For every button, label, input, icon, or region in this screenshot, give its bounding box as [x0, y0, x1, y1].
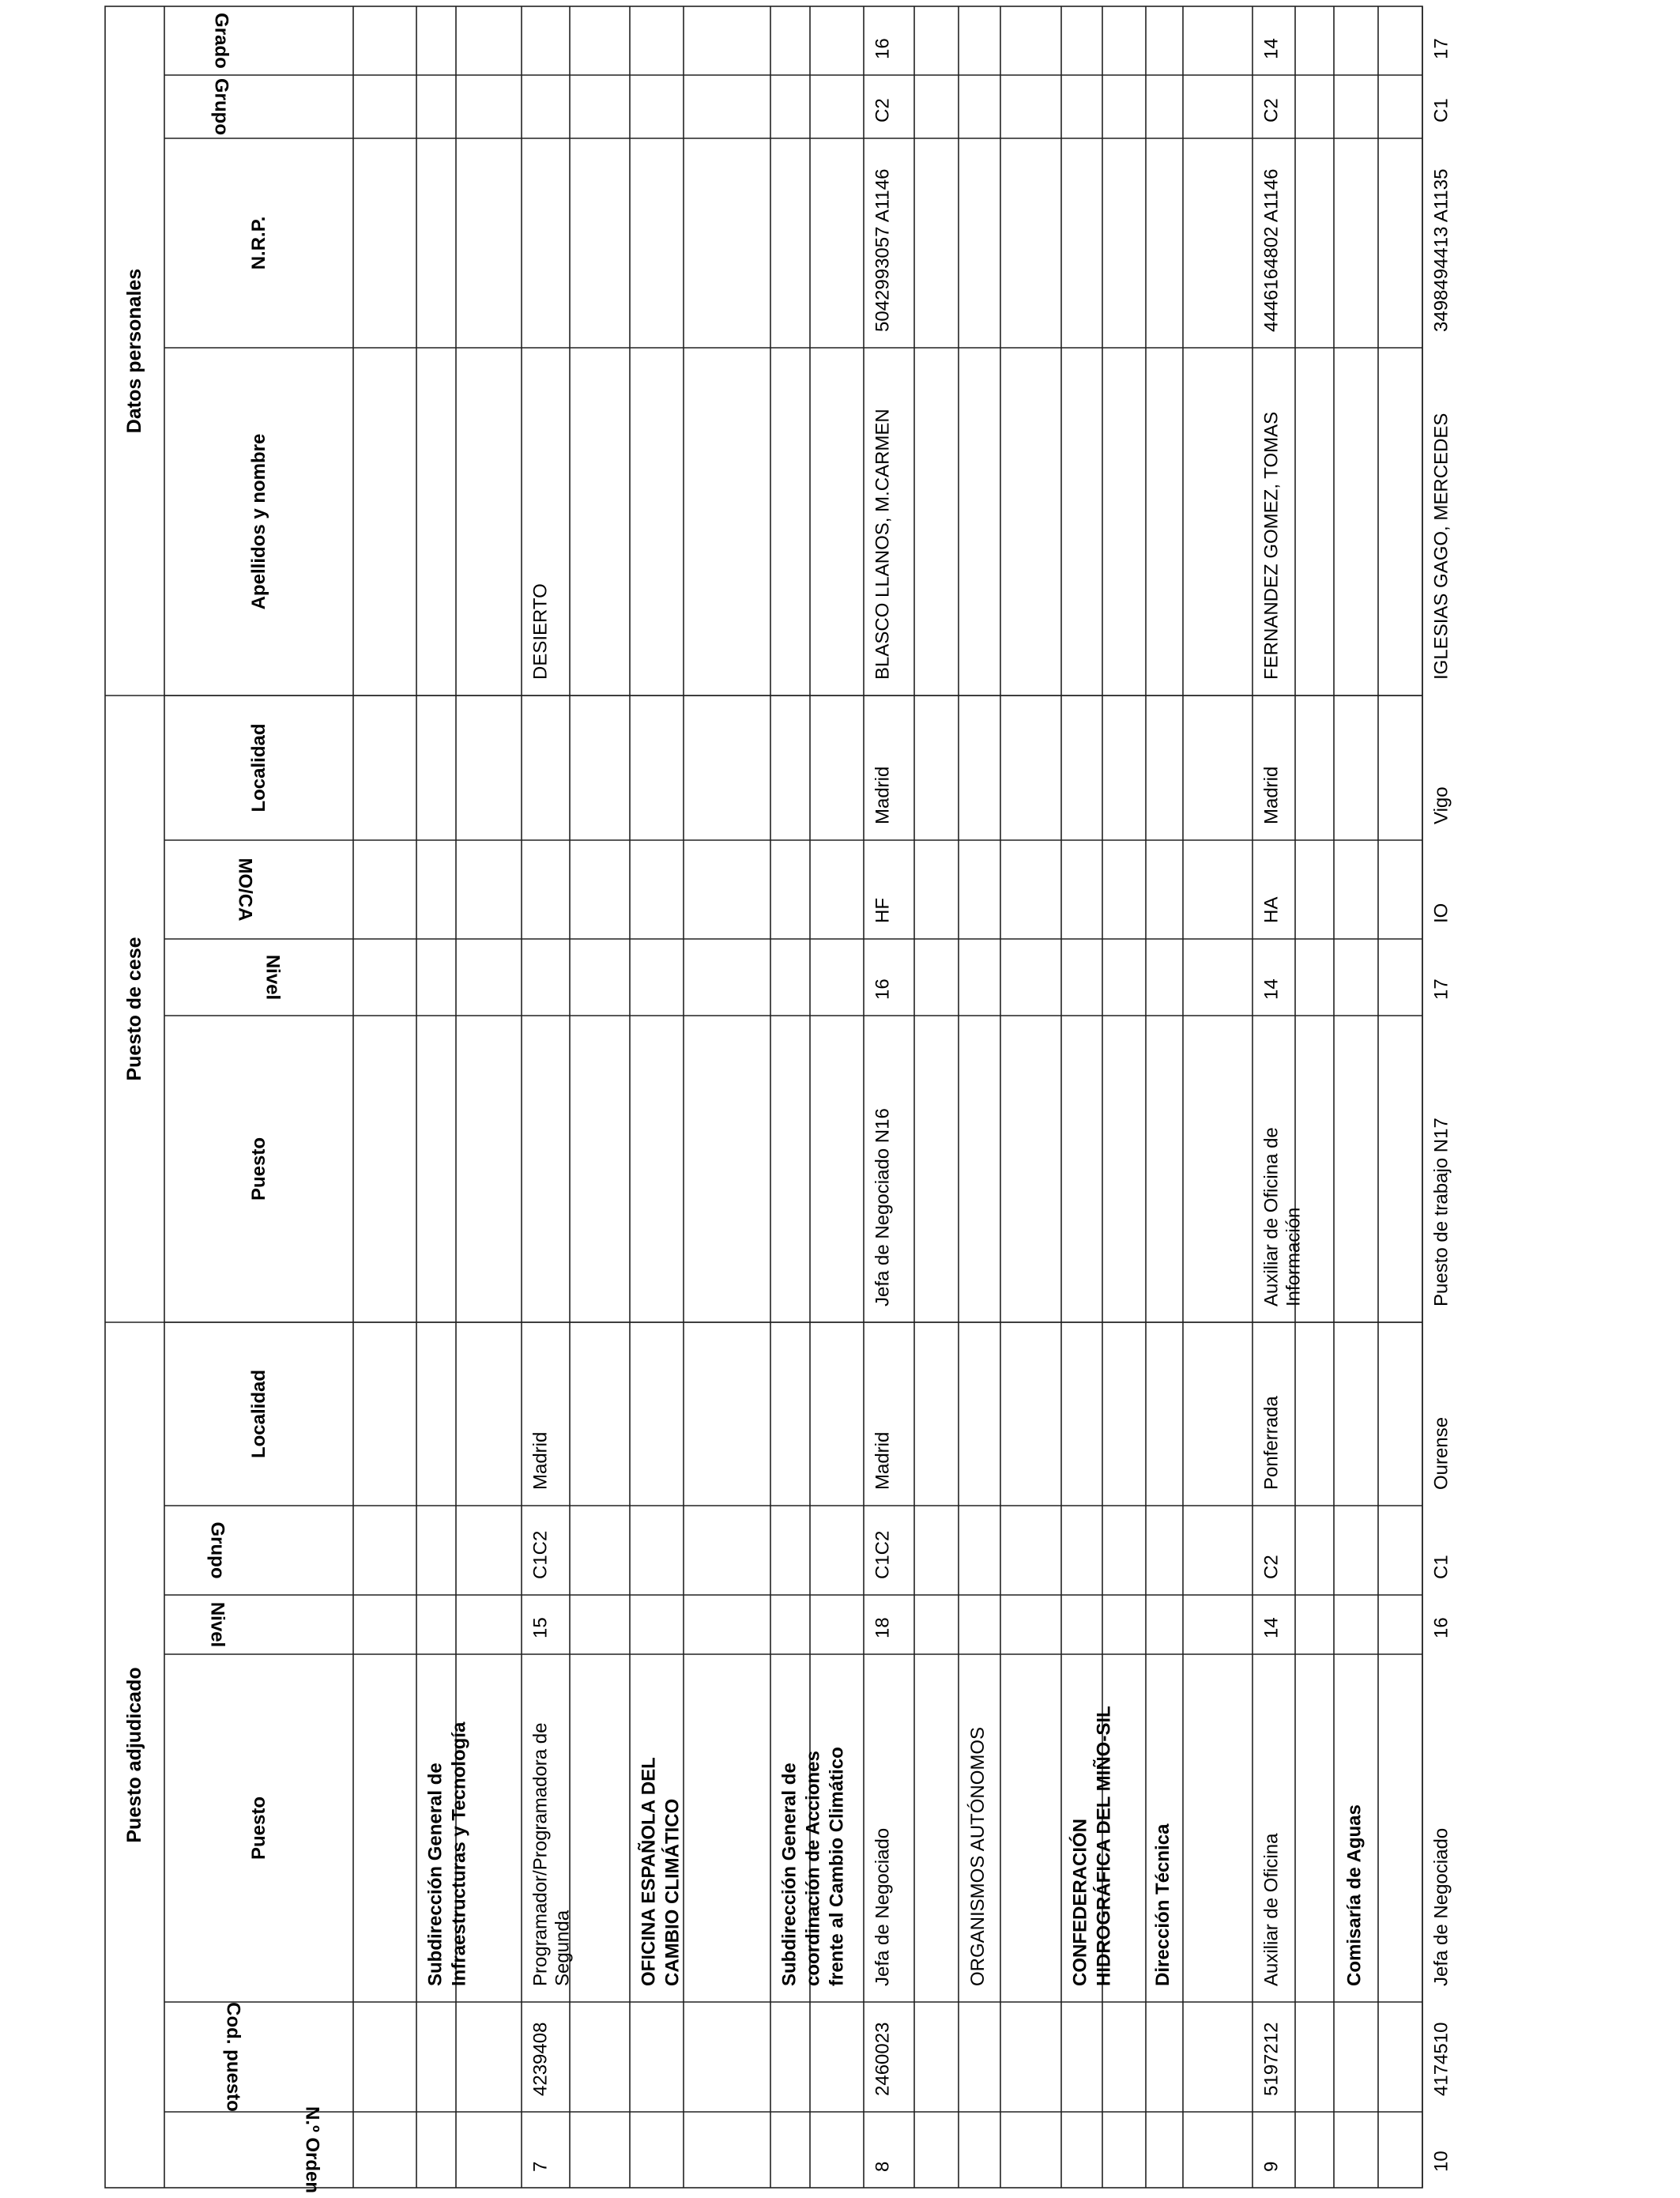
section-heading: Subdirección General de — [778, 1763, 800, 1986]
column-header-nrp: N.R.P. — [248, 216, 269, 270]
column-header-grupo: Grupo — [210, 78, 232, 135]
column-header-cese-moca: MO/CA — [234, 858, 256, 922]
section-heading: CONFEDERACIÓN — [1069, 1818, 1091, 1986]
cell-cese-localidad: Vigo — [1430, 786, 1452, 824]
cell-cese-nivel: 14 — [1260, 978, 1283, 1000]
column-header-adj-puesto: Puesto — [248, 1796, 269, 1861]
cell-cese-moca: HF — [872, 898, 894, 923]
cell-cese-nivel: 17 — [1430, 978, 1452, 1000]
cell-adj-puesto: Programador/Programadora de — [529, 1722, 552, 1986]
cell-cod: 4239408 — [529, 2022, 552, 2096]
cell-adj-puesto: Jefa de Negociado — [872, 1827, 894, 1986]
cell-orden: 8 — [872, 2161, 894, 2172]
table-border — [105, 6, 1422, 2188]
cell-adj-nivel: 14 — [1260, 1617, 1283, 1638]
section-heading: Dirección Técnica — [1152, 1823, 1173, 1986]
cell-nrp: 3498494413 A1135 — [1430, 168, 1452, 332]
cell-adj-localidad: Madrid — [529, 1431, 552, 1490]
section-heading: Infraestructuras y Tecnología — [448, 1721, 470, 1986]
cell-cese-puesto: Jefa de Negociado N16 — [872, 1108, 894, 1306]
cell-adj-puesto: Segunda — [552, 1910, 574, 1986]
cell-cese-moca: IO — [1430, 903, 1452, 923]
cell-adj-nivel: 16 — [1430, 1617, 1452, 1638]
cell-nrp: 5042993057 A1146 — [872, 168, 894, 332]
column-header-orden: N.º Orden — [301, 2106, 323, 2194]
cell-cese-moca: HA — [1260, 896, 1283, 923]
cell-cod: 4174510 — [1430, 2022, 1452, 2096]
section-heading: CAMBIO CLIMÁTICO — [661, 1798, 684, 1986]
cell-adj-localidad: Madrid — [872, 1431, 894, 1490]
cell-cese-puesto: Auxiliar de Oficina de — [1260, 1127, 1283, 1306]
column-header-grado: Grado — [210, 13, 232, 69]
cell-apellidos: DESIERTO — [529, 583, 552, 680]
cell-adj-nivel: 15 — [529, 1617, 552, 1638]
cell-nrp: 4446164802 A1146 — [1260, 168, 1283, 332]
cell-apellidos: IGLESIAS GAGO, MERCEDES — [1430, 413, 1452, 680]
cell-grupo: C2 — [1260, 98, 1283, 123]
section-heading: Subdirección General de — [424, 1763, 446, 1986]
cell-adj-grupo: C1C2 — [872, 1530, 894, 1579]
cell-orden: 10 — [1430, 2151, 1452, 2172]
group-header-adjudicado: Puesto adjudicado — [123, 1667, 145, 1843]
group-header-cese: Puesto de cese — [123, 937, 145, 1081]
cell-adj-nivel: 18 — [872, 1617, 894, 1638]
cell-cese-puesto: Puesto de trabajo N17 — [1430, 1118, 1452, 1306]
cell-orden: 7 — [529, 2161, 552, 2172]
column-header-cese-localidad: Localidad — [248, 723, 269, 812]
column-header-adj-localidad: Localidad — [248, 1369, 269, 1459]
section-heading: OFICINA ESPAÑOLA DEL — [638, 1757, 660, 1986]
group-header-personales: Datos personales — [123, 268, 145, 434]
cell-adj-localidad: Ponferrada — [1260, 1396, 1283, 1490]
column-header-adj-grupo: Grupo — [206, 1521, 228, 1579]
section-heading: HIDROGRÁFICA DEL MIÑO-SIL — [1093, 1706, 1115, 1986]
cell-adj-grupo: C1 — [1430, 1555, 1452, 1579]
cell-cese-nivel: 16 — [872, 978, 894, 1000]
cell-grupo: C2 — [872, 98, 894, 123]
section-heading: Comisaría de Aguas — [1343, 1804, 1365, 1986]
grid-lines — [105, 6, 1422, 2188]
cell-apellidos: FERNANDEZ GOMEZ, TOMAS — [1260, 411, 1283, 680]
cell-grupo: C1 — [1430, 98, 1452, 123]
cell-adj-puesto: Jefa de Negociado — [1430, 1827, 1452, 1986]
section-heading: frente al Cambio Climático — [826, 1747, 848, 1986]
column-header-apellidos: Apellidos y nombre — [248, 433, 269, 610]
cell-adj-localidad: Ourense — [1430, 1416, 1452, 1490]
cell-grado: 16 — [872, 38, 894, 59]
column-header-cod: Cod. puesto — [222, 2002, 244, 2112]
column-header-cese-puesto: Puesto — [248, 1137, 269, 1201]
cell-cod: 2460023 — [872, 2022, 894, 2096]
cell-cod: 5197212 — [1260, 2022, 1283, 2096]
section-heading: ORGANISMOS AUTÓNOMOS — [967, 1726, 989, 1986]
cell-grado: 17 — [1430, 38, 1452, 59]
cell-adj-grupo: C1C2 — [529, 1530, 552, 1579]
cell-orden: 9 — [1260, 2161, 1283, 2172]
cell-apellidos: BLASCO LLANOS, M.CARMEN — [872, 409, 894, 680]
section-heading: coordinación de Acciones — [802, 1751, 824, 1986]
column-header-adj-nivel: Nivel — [206, 1601, 228, 1648]
cell-adj-puesto: Auxiliar de Oficina — [1260, 1833, 1283, 1986]
cell-cese-localidad: Madrid — [1260, 766, 1283, 824]
column-header-cese-nivel: Nivel — [262, 954, 284, 1001]
cell-adj-grupo: C2 — [1260, 1555, 1283, 1579]
cell-grado: 14 — [1260, 38, 1283, 59]
cell-cese-localidad: Madrid — [872, 766, 894, 824]
cell-cese-puesto: Información — [1283, 1207, 1305, 1306]
